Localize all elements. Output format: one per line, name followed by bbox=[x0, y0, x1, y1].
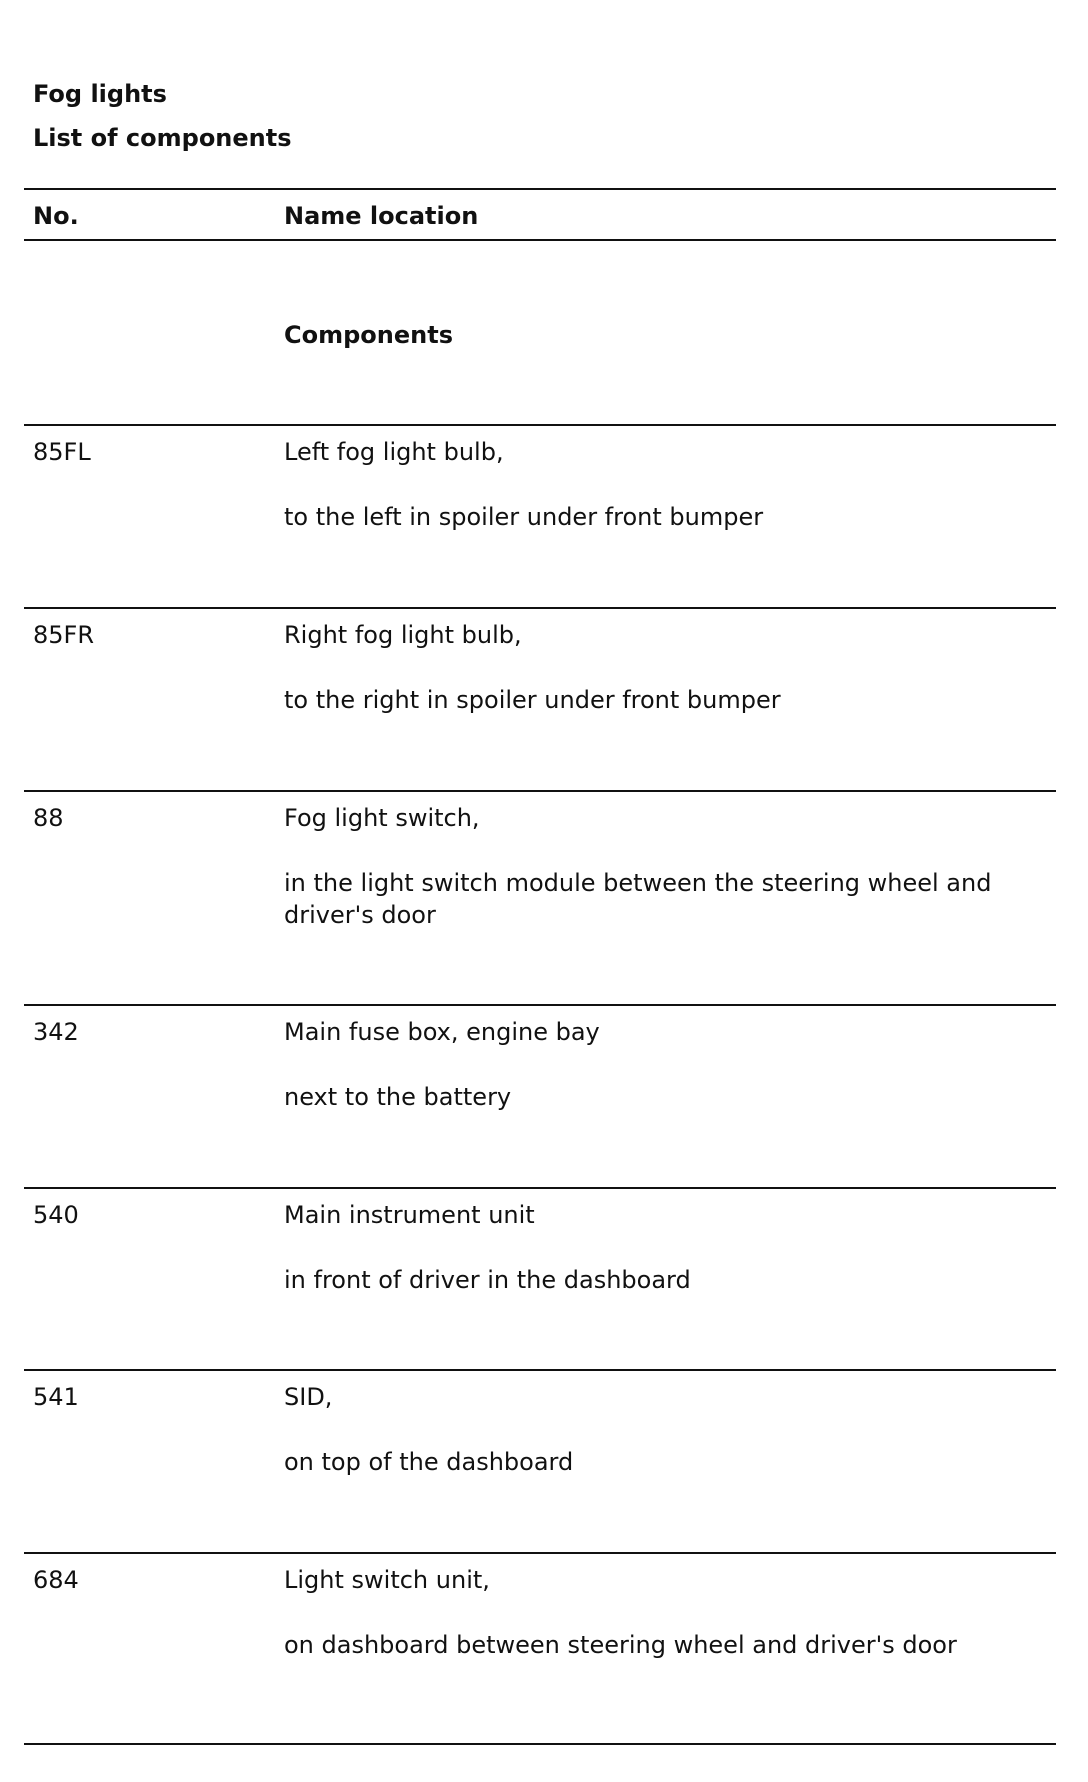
row-location: in the light switch module between the steering wheel and driver's door bbox=[284, 869, 992, 929]
row-rule bbox=[24, 607, 1056, 609]
row-name: Main fuse box, engine bay bbox=[284, 1018, 600, 1046]
row-location: next to the battery bbox=[284, 1083, 512, 1111]
header-bottom-rule bbox=[24, 239, 1056, 241]
header-no: No. bbox=[33, 202, 79, 230]
row-number: 85FL bbox=[33, 438, 91, 466]
row-location: to the right in spoiler under front bumper bbox=[284, 686, 781, 714]
header-name-location: Name location bbox=[284, 202, 479, 230]
row-location: in front of driver in the dashboard bbox=[284, 1266, 691, 1294]
row-rule bbox=[24, 1552, 1056, 1554]
table-bottom-rule bbox=[24, 1743, 1056, 1745]
row-location: on dashboard between steering wheel and driver's door bbox=[284, 1631, 957, 1659]
document-title: Fog lights bbox=[33, 80, 167, 108]
row-name: Main instrument unit bbox=[284, 1201, 535, 1229]
row-name: Left fog light bulb, bbox=[284, 438, 504, 466]
row-number: 342 bbox=[33, 1018, 79, 1046]
row-rule bbox=[24, 424, 1056, 426]
row-number: 85FR bbox=[33, 621, 95, 649]
row-number: 540 bbox=[33, 1201, 79, 1229]
document-subtitle: List of components bbox=[33, 124, 292, 152]
row-number: 684 bbox=[33, 1566, 79, 1594]
row-name: Light switch unit, bbox=[284, 1566, 490, 1594]
table-top-rule bbox=[24, 188, 1056, 190]
row-rule bbox=[24, 1187, 1056, 1189]
section-label-components: Components bbox=[284, 321, 453, 349]
row-number: 541 bbox=[33, 1383, 79, 1411]
row-rule bbox=[24, 1369, 1056, 1371]
row-location: on top of the dashboard bbox=[284, 1448, 574, 1476]
row-name: Right fog light bulb, bbox=[284, 621, 522, 649]
row-name: SID, bbox=[284, 1383, 333, 1411]
row-number: 88 bbox=[33, 804, 64, 832]
row-location: to the left in spoiler under front bumper bbox=[284, 503, 764, 531]
row-rule bbox=[24, 790, 1056, 792]
row-name: Fog light switch, bbox=[284, 804, 480, 832]
row-rule bbox=[24, 1004, 1056, 1006]
